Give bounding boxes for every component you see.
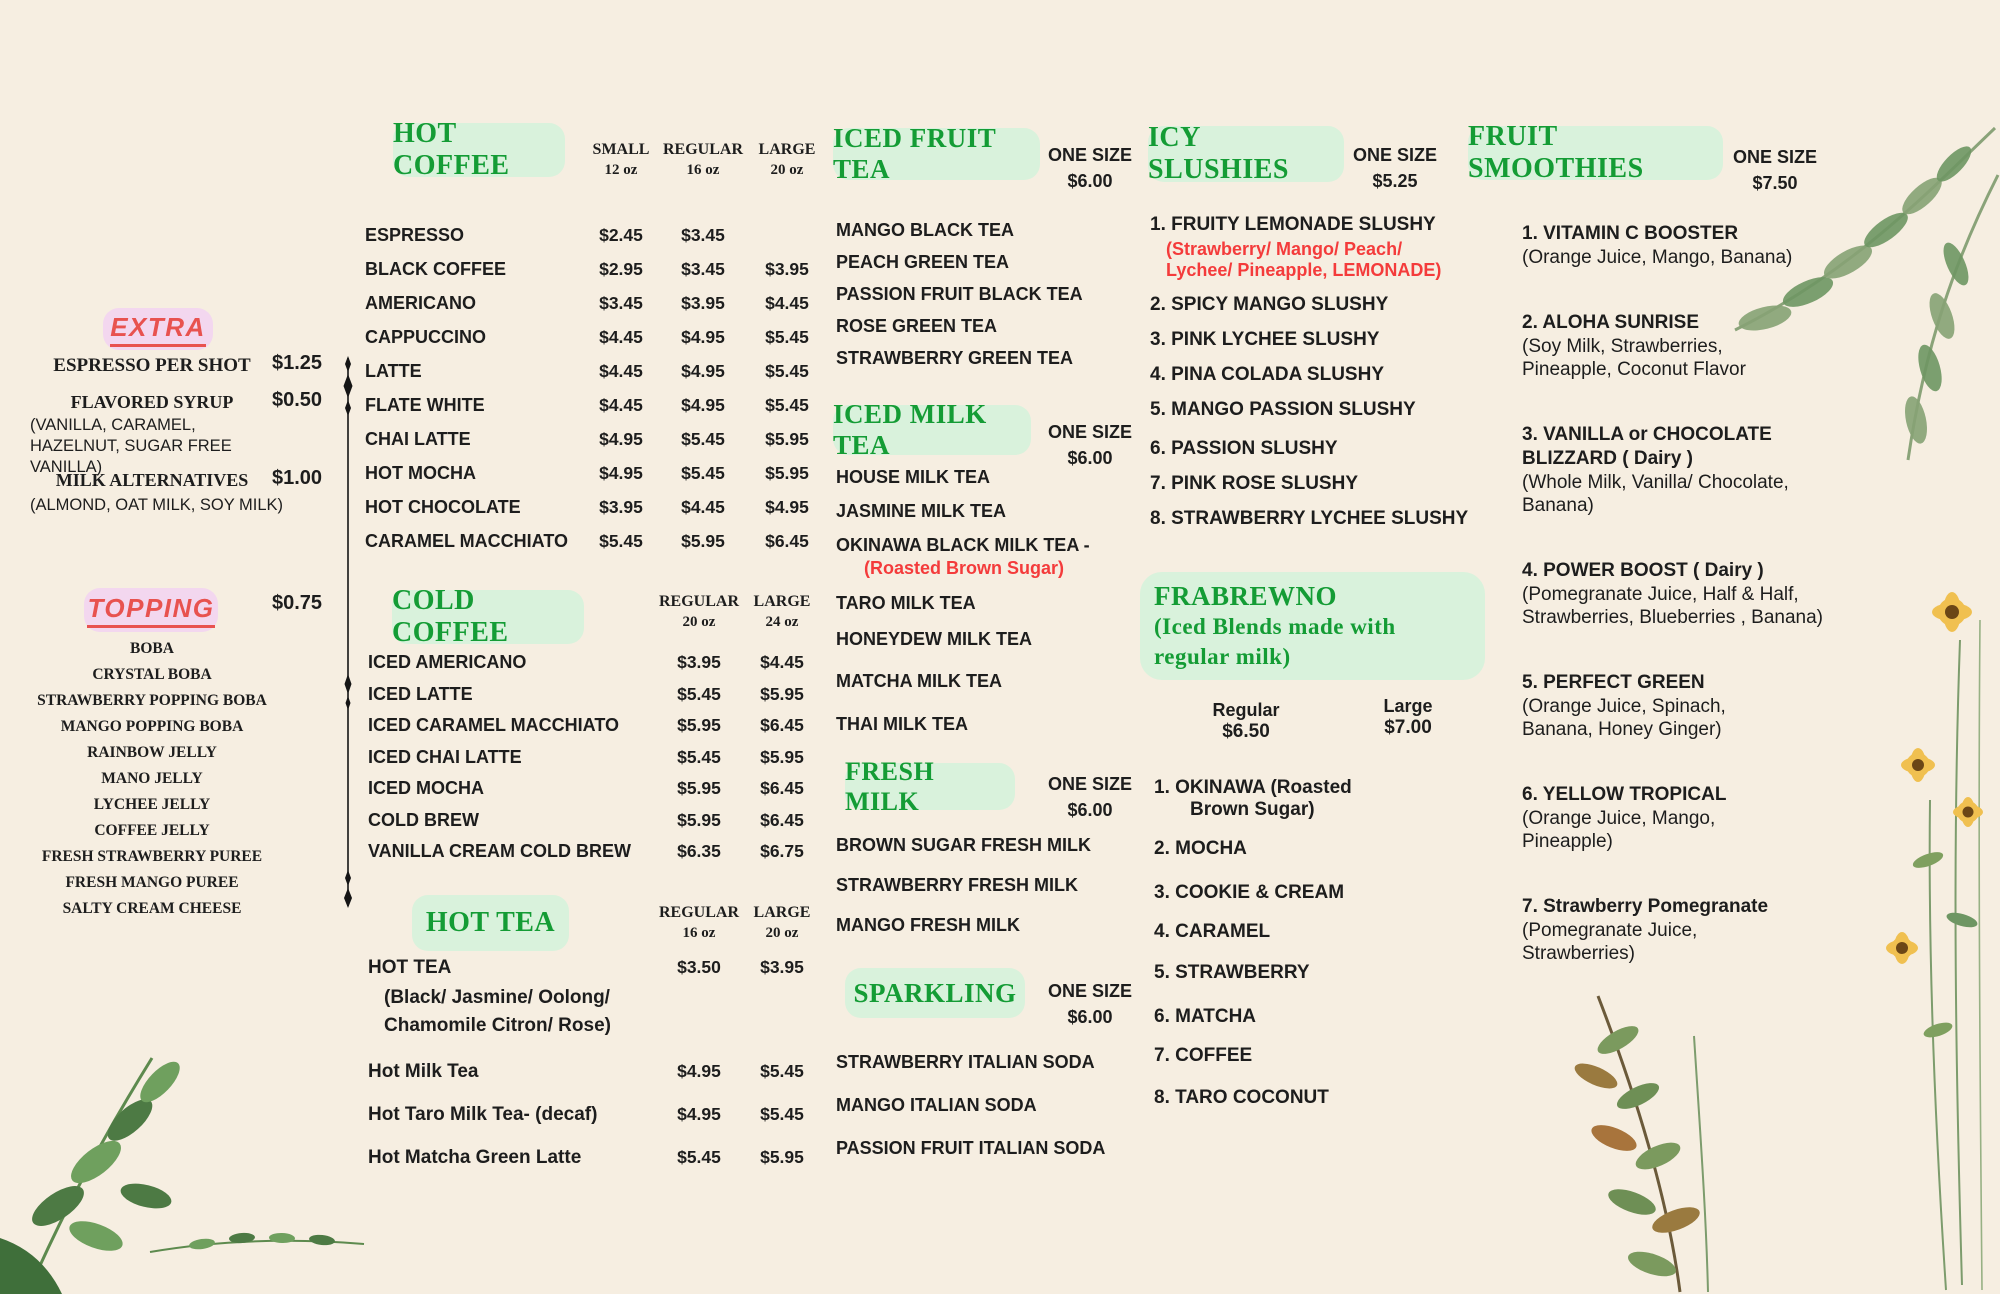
menu-item-price: $3.95 bbox=[760, 957, 804, 977]
menu-item-price: $3.95 bbox=[599, 496, 643, 517]
topping-item: CRYSTAL BOBA bbox=[92, 666, 212, 683]
price-column-label: Regular bbox=[1212, 700, 1280, 720]
menu-item-name: ICED LATTE bbox=[368, 683, 473, 704]
size-oz: 16 oz bbox=[686, 162, 720, 178]
fruit-smoothies-title: FRUIT SMOOTHIES bbox=[1468, 121, 1644, 184]
frabrewno-header-badge bbox=[1140, 572, 1485, 680]
one-size-price: $6.00 bbox=[1067, 171, 1113, 191]
hot-coffee-column-headers bbox=[365, 140, 830, 180]
size-column-header bbox=[740, 903, 824, 943]
menu-item-price: $4.95 bbox=[681, 326, 725, 347]
topping-item: STRAWBERRY POPPING BOBA bbox=[37, 692, 267, 709]
menu-item-sub: (Pomegranate Juice, Strawberries) bbox=[1522, 920, 1698, 964]
menu-item-price: $4.95 bbox=[765, 496, 809, 517]
size-label: REGULAR bbox=[662, 141, 743, 158]
section-fresh-milk bbox=[833, 756, 1143, 953]
menu-item-name: 5. MANGO PASSION SLUSHY bbox=[1150, 399, 1416, 420]
section-extra bbox=[28, 305, 338, 575]
menu-item-name: HOUSE MILK TEA bbox=[836, 467, 991, 487]
menu-item-name: 1. OKINAWA (Roasted Brown Sugar) bbox=[1154, 777, 1352, 820]
menu-item-price: $5.45 bbox=[681, 428, 725, 449]
smoothie-item bbox=[1522, 895, 1844, 965]
menu-item-name: 1. VITAMIN C BOOSTER bbox=[1522, 223, 1739, 244]
menu-item-price: $5.95 bbox=[765, 462, 809, 483]
menu-item-price: $4.45 bbox=[765, 292, 809, 313]
size-column-header bbox=[658, 592, 740, 632]
menu-item-name: 3. VANILLA or CHOCOLATE BLIZZARD ( Dairy ) bbox=[1522, 424, 1772, 469]
menu-item-price: $3.45 bbox=[599, 292, 643, 313]
fresh-milk-list bbox=[836, 835, 1091, 936]
size-oz: 20 oz bbox=[765, 925, 799, 941]
menu-item-name: LATTE bbox=[365, 360, 422, 381]
menu-item-price: $5.95 bbox=[677, 715, 721, 736]
size-label: REGULAR bbox=[658, 593, 739, 610]
menu-item-price: $6.45 bbox=[760, 809, 804, 830]
menu-item-name: 7. Strawberry Pomegranate bbox=[1522, 896, 1769, 917]
menu-item-name: 3. COOKIE & CREAM bbox=[1154, 882, 1345, 903]
menu-item-price: $4.95 bbox=[677, 1061, 721, 1081]
menu-item-name: CHAI LATTE bbox=[365, 428, 471, 449]
menu-item-name: ICED CARAMEL MACCHIATO bbox=[368, 715, 619, 736]
one-size-block bbox=[1045, 978, 1135, 1030]
icy-slushies-header-badge bbox=[1148, 122, 1344, 185]
menu-item-name: FLAVORED SYRUP bbox=[70, 392, 234, 412]
menu-item-name: ESPRESSO bbox=[365, 224, 465, 245]
menu-item-sub: (ALMOND, OAT MILK, SOY MILK) bbox=[30, 496, 284, 514]
menu-item-price: $5.45 bbox=[760, 1104, 804, 1124]
menu-item-price: $5.45 bbox=[765, 394, 809, 415]
menu-item-name: OKINAWA BLACK MILK TEA - bbox=[836, 535, 1090, 555]
plant-illustration-bottom-right bbox=[1480, 980, 1740, 1294]
menu-item-price: $6.75 bbox=[760, 841, 804, 862]
menu-item-name: 5. STRAWBERRY bbox=[1154, 962, 1310, 983]
menu-item-name: HOT MOCHA bbox=[365, 462, 476, 483]
cold-coffee-table bbox=[368, 647, 828, 868]
menu-item-name: 7. COFFEE bbox=[1154, 1045, 1253, 1066]
menu-item-name: THAI MILK TEA bbox=[836, 714, 968, 734]
menu-item-name: CAPPUCCINO bbox=[365, 326, 487, 347]
sparkling-header-badge bbox=[845, 968, 1025, 1018]
menu-item-price: $3.45 bbox=[681, 258, 725, 279]
section-hot-coffee bbox=[365, 118, 835, 573]
menu-item-name: BROWN SUGAR FRESH MILK bbox=[836, 835, 1091, 855]
fresh-milk-title: FRESH MILK bbox=[845, 756, 935, 816]
menu-item-price: $5.95 bbox=[681, 530, 725, 551]
menu-item-sub: (Soy Milk, Strawberries, Pineapple, Coconut Flavor bbox=[1522, 336, 1746, 380]
sparkling-list bbox=[836, 1052, 1105, 1159]
menu-item-price: $1.25 bbox=[272, 352, 323, 374]
one-size-price: $6.00 bbox=[1067, 448, 1113, 468]
topping-item: FRESH MANGO PUREE bbox=[65, 874, 239, 891]
menu-item-sub: (Orange Juice, Mango, Banana) bbox=[1522, 247, 1793, 268]
icy-slushies-title: ICY SLUSHIES bbox=[1148, 122, 1289, 185]
topping-item: FRESH STRAWBERRY PUREE bbox=[41, 848, 263, 865]
size-label: LARGE bbox=[753, 593, 811, 610]
menu-item-sub: (Roasted Brown Sugar) bbox=[864, 558, 1065, 578]
menu-item-name: HOT CHOCOLATE bbox=[365, 496, 521, 517]
hot-tea-title: HOT TEA bbox=[425, 907, 556, 938]
icy-slushies-list bbox=[1150, 214, 1468, 530]
iced-fruit-tea-title: ICED FRUIT TEA bbox=[833, 123, 996, 184]
plant-illustration-top-right bbox=[1680, 120, 2000, 470]
one-size-label: ONE SIZE bbox=[1732, 147, 1817, 167]
menu-item-price: $5.45 bbox=[599, 530, 643, 551]
smoothie-item bbox=[1522, 671, 1844, 741]
menu-item-price: $4.45 bbox=[760, 652, 804, 673]
menu-item-price: $1.00 bbox=[272, 467, 323, 489]
topping-item: RAINBOW JELLY bbox=[87, 744, 217, 761]
menu-item-name: MILK ALTERNATIVES bbox=[55, 470, 249, 490]
menu-item-price: $5.45 bbox=[765, 360, 809, 381]
menu-item-name: ICED MOCHA bbox=[368, 778, 484, 799]
menu-item-price: $0.50 bbox=[272, 389, 323, 411]
topping-item: MANGO POPPING BOBA bbox=[60, 718, 244, 735]
menu-item-price: $2.45 bbox=[599, 224, 643, 245]
size-column-header bbox=[580, 140, 662, 180]
one-size-block bbox=[1350, 142, 1440, 194]
menu-item-name: 5. PERFECT GREEN bbox=[1522, 672, 1705, 693]
menu-item-price: $5.45 bbox=[760, 1061, 804, 1081]
topping-item: MANO JELLY bbox=[101, 770, 203, 787]
menu-item-name: 7. PINK ROSE SLUSHY bbox=[1150, 473, 1358, 494]
size-column-header bbox=[662, 140, 744, 180]
menu-item-price: $5.95 bbox=[677, 778, 721, 799]
menu-item-name: 4. CARAMEL bbox=[1154, 921, 1271, 942]
menu-item-name: ESPRESSO PER SHOT bbox=[53, 355, 251, 376]
divider-ornament bbox=[341, 352, 355, 912]
one-size-block bbox=[1045, 142, 1135, 194]
one-size-label: ONE SIZE bbox=[1352, 145, 1437, 165]
one-size-price: $5.25 bbox=[1372, 171, 1418, 191]
menu-item-price: $5.45 bbox=[677, 683, 721, 704]
menu-item-price: $6.35 bbox=[677, 841, 721, 862]
menu-item-sub: (Orange Juice, Spinach, Banana, Honey Ginger) bbox=[1522, 696, 1726, 740]
topping-price: $0.75 bbox=[272, 592, 323, 614]
iced-fruit-tea-header-badge bbox=[833, 123, 1040, 184]
extra-title: EXTRA bbox=[110, 312, 206, 347]
menu-item-name: JASMINE MILK TEA bbox=[836, 501, 1007, 521]
menu-item-price: $4.45 bbox=[599, 360, 643, 381]
menu-item-name: 3. PINK LYCHEE SLUSHY bbox=[1150, 329, 1380, 350]
menu-item-sub: (Pomegranate Juice, Half & Half, Strawberries, Blueberries , Banana) bbox=[1522, 584, 1823, 628]
menu-item-name: HOT TEA bbox=[368, 957, 452, 978]
menu-item-price: $6.45 bbox=[760, 715, 804, 736]
one-size-label: ONE SIZE bbox=[1047, 422, 1132, 442]
menu-item-name: 2. ALOHA SUNRISE bbox=[1522, 312, 1700, 333]
menu-item-price: $5.95 bbox=[760, 1147, 804, 1167]
hot-tea-table bbox=[368, 957, 828, 1169]
topping-list bbox=[28, 640, 276, 917]
menu-item-name: MANGO ITALIAN SODA bbox=[836, 1095, 1037, 1115]
menu-item-name: 6. YELLOW TROPICAL bbox=[1522, 784, 1727, 805]
menu-item-price: $5.45 bbox=[765, 326, 809, 347]
menu-item-price: $4.45 bbox=[599, 326, 643, 347]
price-column-price: $6.50 bbox=[1222, 721, 1270, 742]
size-oz: 12 oz bbox=[604, 162, 638, 178]
topping-item: COFFEE JELLY bbox=[94, 822, 210, 839]
iced-fruit-tea-list bbox=[836, 220, 1083, 368]
menu-item-price: $5.95 bbox=[760, 746, 804, 767]
menu-item-name: ICED CHAI LATTE bbox=[368, 746, 522, 767]
menu-item-price: $5.45 bbox=[681, 462, 725, 483]
menu-item-name: 4. PINA COLADA SLUSHY bbox=[1150, 364, 1385, 385]
iced-milk-tea-list bbox=[836, 467, 1090, 734]
one-size-price: $6.00 bbox=[1067, 800, 1113, 820]
frabrewno-price-column bbox=[1348, 696, 1468, 739]
menu-item-name: PASSION FRUIT ITALIAN SODA bbox=[836, 1138, 1106, 1158]
menu-item-sub: (Black/ Jasmine/ Oolong/ Chamomile Citron/ Rose) bbox=[384, 987, 611, 1036]
menu-item-price: $2.95 bbox=[599, 258, 643, 279]
menu-item-price: $5.95 bbox=[677, 809, 721, 830]
price-column-label: Large bbox=[1383, 696, 1433, 716]
size-label: SMALL bbox=[592, 141, 650, 158]
section-sparkling bbox=[833, 968, 1163, 1188]
section-topping bbox=[28, 588, 338, 938]
plant-illustration-bottom-left bbox=[0, 1000, 400, 1294]
menu-item-price: $6.45 bbox=[765, 530, 809, 551]
menu-item-name: 6. MATCHA bbox=[1154, 1006, 1257, 1027]
menu-item-name: 1. FRUITY LEMONADE SLUSHY bbox=[1150, 214, 1436, 235]
menu-item-price: $6.45 bbox=[760, 778, 804, 799]
menu-item-price: $5.95 bbox=[760, 683, 804, 704]
menu-item-price: $3.95 bbox=[677, 652, 721, 673]
size-column-header bbox=[658, 903, 740, 943]
smoothie-item bbox=[1522, 783, 1844, 853]
menu-item-price: $3.95 bbox=[765, 258, 809, 279]
cold-coffee-title: COLD COFFEE bbox=[392, 585, 509, 648]
section-cold-coffee bbox=[365, 585, 835, 880]
menu-item-name: AMERICANO bbox=[365, 292, 476, 313]
menu-item-price: $4.95 bbox=[681, 394, 725, 415]
menu-item-name: STRAWBERRY FRESH MILK bbox=[836, 875, 1079, 895]
frabrewno-subtitle: (Iced Blends made with regular milk) bbox=[1154, 614, 1396, 669]
menu-item-price: $3.50 bbox=[677, 957, 721, 977]
menu-item-name: CARAMEL MACCHIATO bbox=[365, 530, 568, 551]
menu-item-name: STRAWBERRY GREEN TEA bbox=[836, 348, 1074, 368]
size-oz: 24 oz bbox=[765, 614, 799, 630]
hot-tea-column-headers bbox=[368, 903, 828, 943]
menu-item-name: MANGO BLACK TEA bbox=[836, 220, 1014, 240]
size-label: LARGE bbox=[753, 904, 811, 921]
fresh-milk-header-badge bbox=[845, 756, 1015, 816]
size-oz: 20 oz bbox=[682, 614, 716, 630]
menu-item-sub: (Whole Milk, Vanilla/ Chocolate, Banana) bbox=[1522, 472, 1789, 516]
menu-item-name: 8. STRAWBERRY LYCHEE SLUSHY bbox=[1150, 508, 1469, 529]
menu-item-price: $5.45 bbox=[677, 1147, 721, 1167]
menu-item-name: TARO MILK TEA bbox=[836, 593, 976, 613]
size-column-header bbox=[740, 592, 824, 632]
one-size-block bbox=[1045, 771, 1135, 823]
menu-item-name: BLACK COFFEE bbox=[365, 258, 506, 279]
menu-item-name: PASSION FRUIT BLACK TEA bbox=[836, 284, 1083, 304]
hot-coffee-title: HOT COFFEE bbox=[393, 118, 510, 181]
one-size-block bbox=[1045, 419, 1135, 471]
smoothie-item bbox=[1522, 559, 1844, 629]
menu-item-name: Hot Matcha Green Latte bbox=[368, 1147, 582, 1168]
hot-coffee-table bbox=[365, 218, 830, 558]
one-size-price: $6.00 bbox=[1067, 1007, 1113, 1027]
section-icy-slushies bbox=[1148, 122, 1488, 529]
cold-coffee-column-headers bbox=[368, 592, 828, 632]
size-column-header bbox=[744, 140, 830, 180]
menu-item-name: Hot Milk Tea bbox=[368, 1061, 479, 1082]
section-hot-tea bbox=[365, 895, 835, 1195]
menu-item-name: STRAWBERRY ITALIAN SODA bbox=[836, 1052, 1095, 1072]
extra-header-badge bbox=[103, 308, 213, 350]
frabrewno-title: FRABREWNO bbox=[1154, 581, 1338, 611]
menu-item-name: FLATE WHITE bbox=[365, 394, 485, 415]
one-size-label: ONE SIZE bbox=[1047, 145, 1132, 165]
menu-item-name: 4. POWER BOOST ( Dairy ) bbox=[1522, 560, 1764, 581]
menu-item-name: 6. PASSION SLUSHY bbox=[1150, 438, 1338, 459]
section-frabrewno bbox=[1140, 572, 1500, 1112]
section-iced-fruit-tea bbox=[833, 123, 1143, 388]
menu-item-price: $4.95 bbox=[677, 1104, 721, 1124]
price-column-price: $7.00 bbox=[1384, 717, 1432, 738]
topping-item: SALTY CREAM CHEESE bbox=[62, 900, 242, 917]
menu-item-price: $5.95 bbox=[765, 428, 809, 449]
size-oz: 20 oz bbox=[770, 162, 804, 178]
menu-item-name: 2. SPICY MANGO SLUSHY bbox=[1150, 294, 1389, 315]
menu-item-name: ICED AMERICANO bbox=[368, 652, 527, 673]
menu-item-price: $4.45 bbox=[681, 496, 725, 517]
topping-header-badge bbox=[84, 588, 218, 632]
iced-milk-tea-header-badge bbox=[833, 399, 1031, 460]
size-oz: 16 oz bbox=[682, 925, 716, 941]
menu-item-sub: (Strawberry/ Mango/ Peach/ Lychee/ Pineapple, LEMONADE) bbox=[1166, 239, 1442, 280]
frabrewno-list bbox=[1154, 777, 1415, 1109]
one-size-price: $7.50 bbox=[1752, 173, 1798, 193]
size-label: REGULAR bbox=[658, 904, 739, 921]
menu-item-name: MANGO FRESH MILK bbox=[836, 915, 1020, 935]
menu-item-price: $4.45 bbox=[599, 394, 643, 415]
one-size-label: ONE SIZE bbox=[1047, 774, 1132, 794]
menu-item-name: COLD BREW bbox=[368, 809, 479, 830]
iced-milk-tea-title: ICED MILK TEA bbox=[833, 399, 987, 460]
frabrewno-price-column bbox=[1186, 700, 1306, 743]
menu-item-name: VANILLA CREAM COLD BREW bbox=[368, 841, 631, 862]
menu-item-price: $4.95 bbox=[599, 462, 643, 483]
sparkling-title: SPARKLING bbox=[853, 977, 1017, 1008]
menu-item-price: $4.95 bbox=[681, 360, 725, 381]
menu-item-price: $5.45 bbox=[677, 746, 721, 767]
menu-item-price: $3.45 bbox=[681, 224, 725, 245]
topping-item: BOBA bbox=[130, 640, 174, 657]
menu-item-name: ROSE GREEN TEA bbox=[836, 316, 998, 336]
section-iced-milk-tea bbox=[833, 399, 1143, 755]
menu-item-sub: (Orange Juice, Mango, Pineapple) bbox=[1522, 808, 1716, 852]
one-size-label: ONE SIZE bbox=[1047, 981, 1132, 1001]
menu-item-name: MATCHA MILK TEA bbox=[836, 671, 1002, 691]
menu-item-name: 2. MOCHA bbox=[1154, 838, 1247, 859]
menu-item-name: 8. TARO COCONUT bbox=[1154, 1087, 1329, 1108]
topping-item: LYCHEE JELLY bbox=[93, 796, 211, 813]
size-label: LARGE bbox=[758, 141, 816, 158]
menu-item-price: $3.95 bbox=[681, 292, 725, 313]
menu-item-name: HONEYDEW MILK TEA bbox=[836, 629, 1032, 649]
menu-item-name: Hot Taro Milk Tea- (decaf) bbox=[368, 1104, 598, 1125]
menu-item-sub: (VANILLA, CARAMEL, HAZELNUT, SUGAR FREE VANILLA) bbox=[30, 416, 232, 476]
plant-illustration-flowers-right bbox=[1810, 560, 2000, 1294]
menu-item-price: $4.95 bbox=[599, 428, 643, 449]
daisy-flower bbox=[1886, 592, 1984, 964]
menu-item-name: PEACH GREEN TEA bbox=[836, 252, 1010, 272]
topping-title: TOPPING bbox=[87, 593, 214, 628]
